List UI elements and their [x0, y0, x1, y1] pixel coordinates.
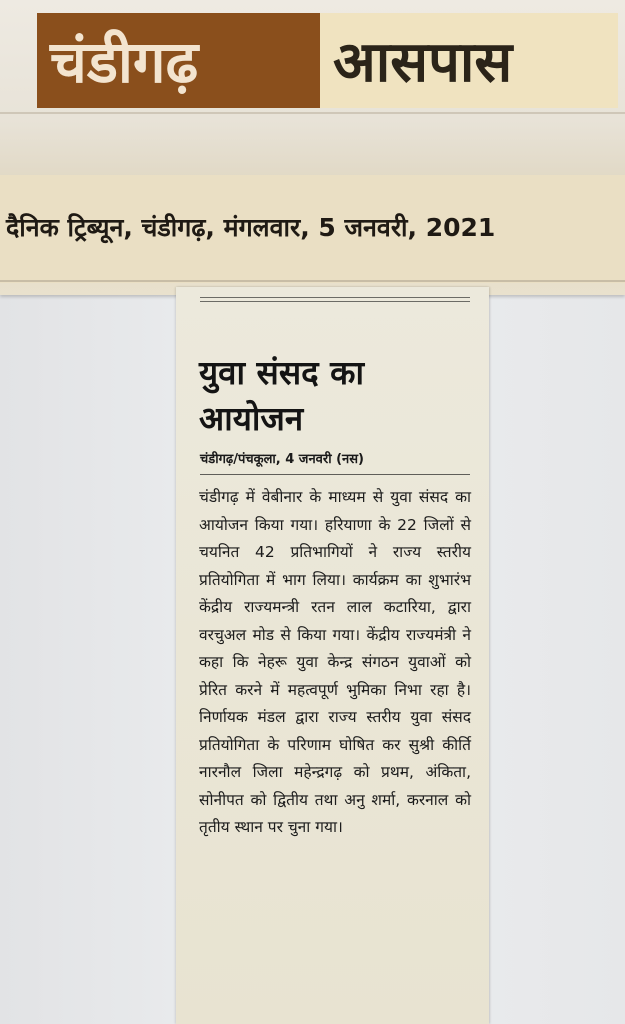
- brand-title: चंडीगढ़: [50, 28, 199, 96]
- article-body: चंडीगढ़ में वेबीनार के माध्यम से युवा संसद का आयोजन किया गया। हरियाणा के 22 जिलों से चयनित 42 प्रतिभागियों ने राज्य स्तरीय प्रतियोगिता में भाग लिया। कार्यक्रम का शुभारंभ केंद्रीय राज्यमन्त्री रतन लाल कटारिया, द्वारा वरचुअल मोड से किया गया। केंद्रीय राज्यमंत्री ने कहा कि नेहरू युवा केन्द्र संगठन युवाओं को प्रेरित करने में महत्वपूर्ण भुमिका निभा रहा है। निर्णायक मंडल द्वारा राज्य स्तरीय युवा संसद प्रतियोगिता के परिणाम घोषित कर सुश्री कीर्ति नारनौल जिला महेन्द्रगढ़ को प्रथम, अंकिता, सोनीपत को द्वितीय तथा अनु शर्मा, करनाल को तृतीय स्थान पर चुना गया।: [199, 488, 471, 836]
- masthead-divider: [0, 112, 625, 114]
- section-title: आसपास: [333, 30, 513, 95]
- byline-divider: [200, 474, 470, 475]
- dateline-divider: [0, 280, 625, 282]
- publication-dateline: दैनिक ट्रिब्यून, चंडीगढ़, मंगलवार, 5 जनवरी, 2021: [6, 213, 496, 242]
- clipping-top-rule: [200, 297, 470, 298]
- article-headline: युवा संसद का आयोजन: [199, 353, 365, 438]
- clipping-top-rule-inner: [200, 301, 470, 302]
- article-byline: चंडीगढ़/पंचकूला, 4 जनवरी (नस): [200, 452, 364, 467]
